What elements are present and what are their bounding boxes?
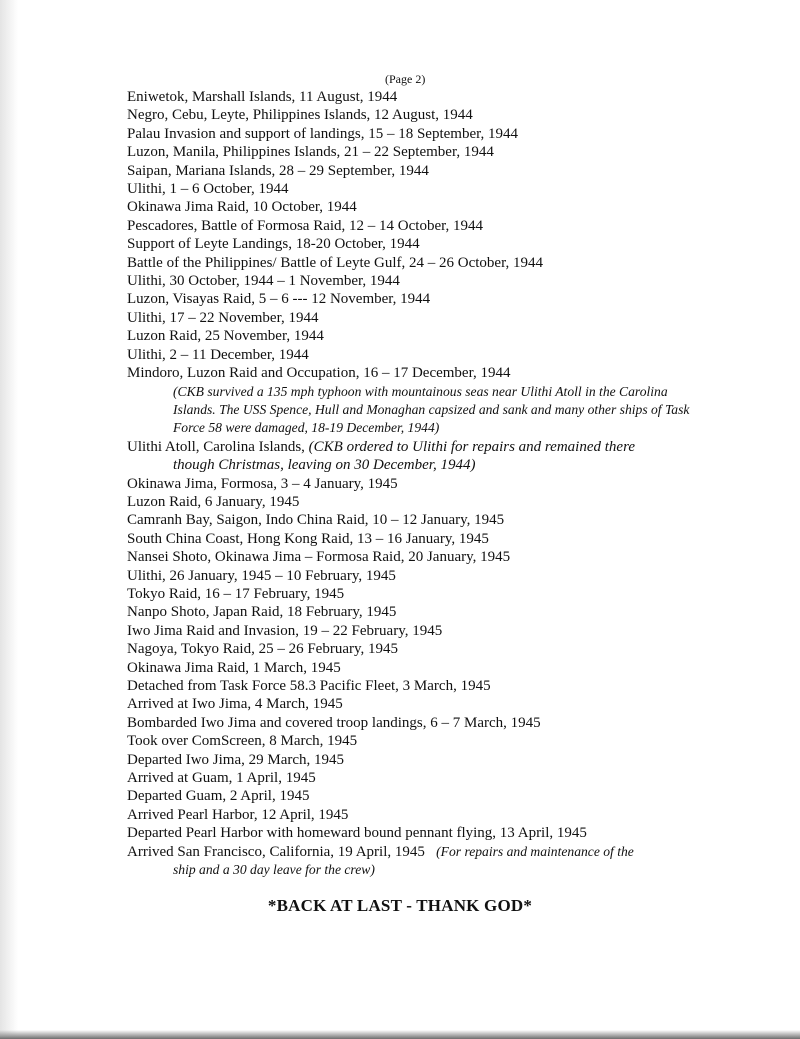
final-entry (127, 843, 787, 861)
itinerary-entry: Support of Leyte Landings, 18-20 October, 1944 (127, 236, 420, 253)
itinerary-entry: Ulithi, 30 October, 1944 – 1 November, 1944 (127, 273, 400, 290)
scan-edge-shadow-left (0, 0, 18, 1039)
itinerary-entry: Ulithi, 26 January, 1945 – 10 February, 1945 (127, 567, 396, 584)
itinerary-list (127, 88, 787, 879)
itinerary-entry: Luzon, Manila, Philippines Islands, 21 – 22 September, 1944 (127, 144, 494, 161)
itinerary-entry: Bombarded Iwo Jima and covered troop landings, 6 – 7 March, 1945 (127, 714, 541, 731)
itinerary-entry: Camranh Bay, Saigon, Indo China Raid, 10 – 12 January, 1945 (127, 512, 505, 529)
itinerary-entry: Departed Pearl Harbor with homeward bound pennant flying, 13 April, 1945 (127, 825, 587, 842)
itinerary-entry: Iwo Jima Raid and Invasion, 19 – 22 February, 1945 (127, 622, 443, 639)
itinerary-entry: Nansei Shoto, Okinawa Jima – Formosa Raid, 20 January, 1945 (127, 549, 511, 566)
itinerary-entry: Mindoro, Luzon Raid and Occupation, 16 – 17 December, 1944 (127, 365, 511, 382)
closing-line: *BACK AT LAST - THANK GOD* (267, 896, 533, 915)
ulithi-atoll-text: Ulithi Atoll, Carolina Islands, (127, 438, 309, 455)
itinerary-entry: Tokyo Raid, 16 – 17 February, 1945 (127, 585, 345, 602)
itinerary-entry: South China Coast, Hong Kong Raid, 13 – 16 January, 1945 (127, 530, 489, 547)
final-entry-note-continued: ship and a 30 day leave for the crew) (173, 862, 375, 878)
itinerary-entry: Eniwetok, Marshall Islands, 11 August, 1944 (127, 89, 398, 105)
itinerary-entry: Saipan, Mariana Islands, 28 – 29 September, 1944 (127, 162, 429, 179)
itinerary-entry: Palau Invasion and support of landings, 15 – 18 September, 1944 (127, 125, 519, 142)
itinerary-entry: Arrived Pearl Harbor, 12 April, 1945 (127, 806, 349, 823)
final-entry-text: Arrived San Francisco, California, 19 April, 1945 (127, 843, 425, 860)
itinerary-entry: Ulithi, 1 – 6 October, 1944 (127, 181, 289, 198)
itinerary-entry: Luzon, Visayas Raid, 5 – 6 --- 12 November, 1944 (127, 291, 431, 308)
itinerary-entry: Ulithi, 17 – 22 November, 1944 (127, 309, 319, 326)
itinerary-entry: Departed Iwo Jima, 29 March, 1945 (127, 751, 345, 768)
itinerary-entry: Pescadores, Battle of Formosa Raid, 12 – 14 October, 1944 (127, 217, 484, 234)
itinerary-entry: Arrived at Iwo Jima, 4 March, 1945 (127, 696, 343, 713)
itinerary-entry: Ulithi, 2 – 11 December, 1944 (127, 346, 309, 363)
itinerary-entry: Okinawa Jima Raid, 1 March, 1945 (127, 659, 341, 676)
page-number-label: (Page 2) (385, 72, 426, 86)
itinerary-entry: Okinawa Jima Raid, 10 October, 1944 (127, 199, 357, 216)
itinerary-entry: Okinawa Jima, Formosa, 3 – 4 January, 1945 (127, 475, 398, 492)
ulithi-atoll-entry (127, 438, 787, 456)
itinerary-entry: Battle of the Philippines/ Battle of Leyte Gulf, 24 – 26 October, 1944 (127, 254, 543, 271)
itinerary-entry: Took over ComScreen, 8 March, 1945 (127, 733, 358, 750)
itinerary-entry: Departed Guam, 2 April, 1945 (127, 788, 310, 805)
itinerary-entry: Nanpo Shoto, Japan Raid, 18 February, 1945 (127, 604, 397, 621)
typhoon-note: (CKB survived a 135 mph typhoon with mountainous seas near Ulithi Atoll in the Carolina Islands. The USS Spence, Hull and Monaghan capsized and sank and many other ships of Task Force 58 were damaged, 18-19 December, 1944) (173, 383, 690, 436)
itinerary-entry: Negro, Cebu, Leyte, Philippines Islands, 12 August, 1944 (127, 107, 473, 124)
itinerary-entry: Nagoya, Tokyo Raid, 25 – 26 February, 1945 (127, 641, 398, 658)
ulithi-atoll-note: (CKB ordered to Ulithi for repairs and remained there (308, 438, 636, 455)
itinerary-entry: Arrived at Guam, 1 April, 1945 (127, 770, 316, 787)
ulithi-atoll-note-continued: though Christmas, leaving on 30 December, 1944) (173, 457, 476, 474)
scan-edge-shadow-bottom (0, 1030, 800, 1039)
final-entry-note: (For repairs and maintenance of the (436, 843, 634, 859)
itinerary-entry: Luzon Raid, 25 November, 1944 (127, 328, 324, 345)
itinerary-entry: Luzon Raid, 6 January, 1945 (127, 493, 300, 510)
itinerary-entry: Detached from Task Force 58.3 Pacific Fleet, 3 March, 1945 (127, 678, 491, 694)
